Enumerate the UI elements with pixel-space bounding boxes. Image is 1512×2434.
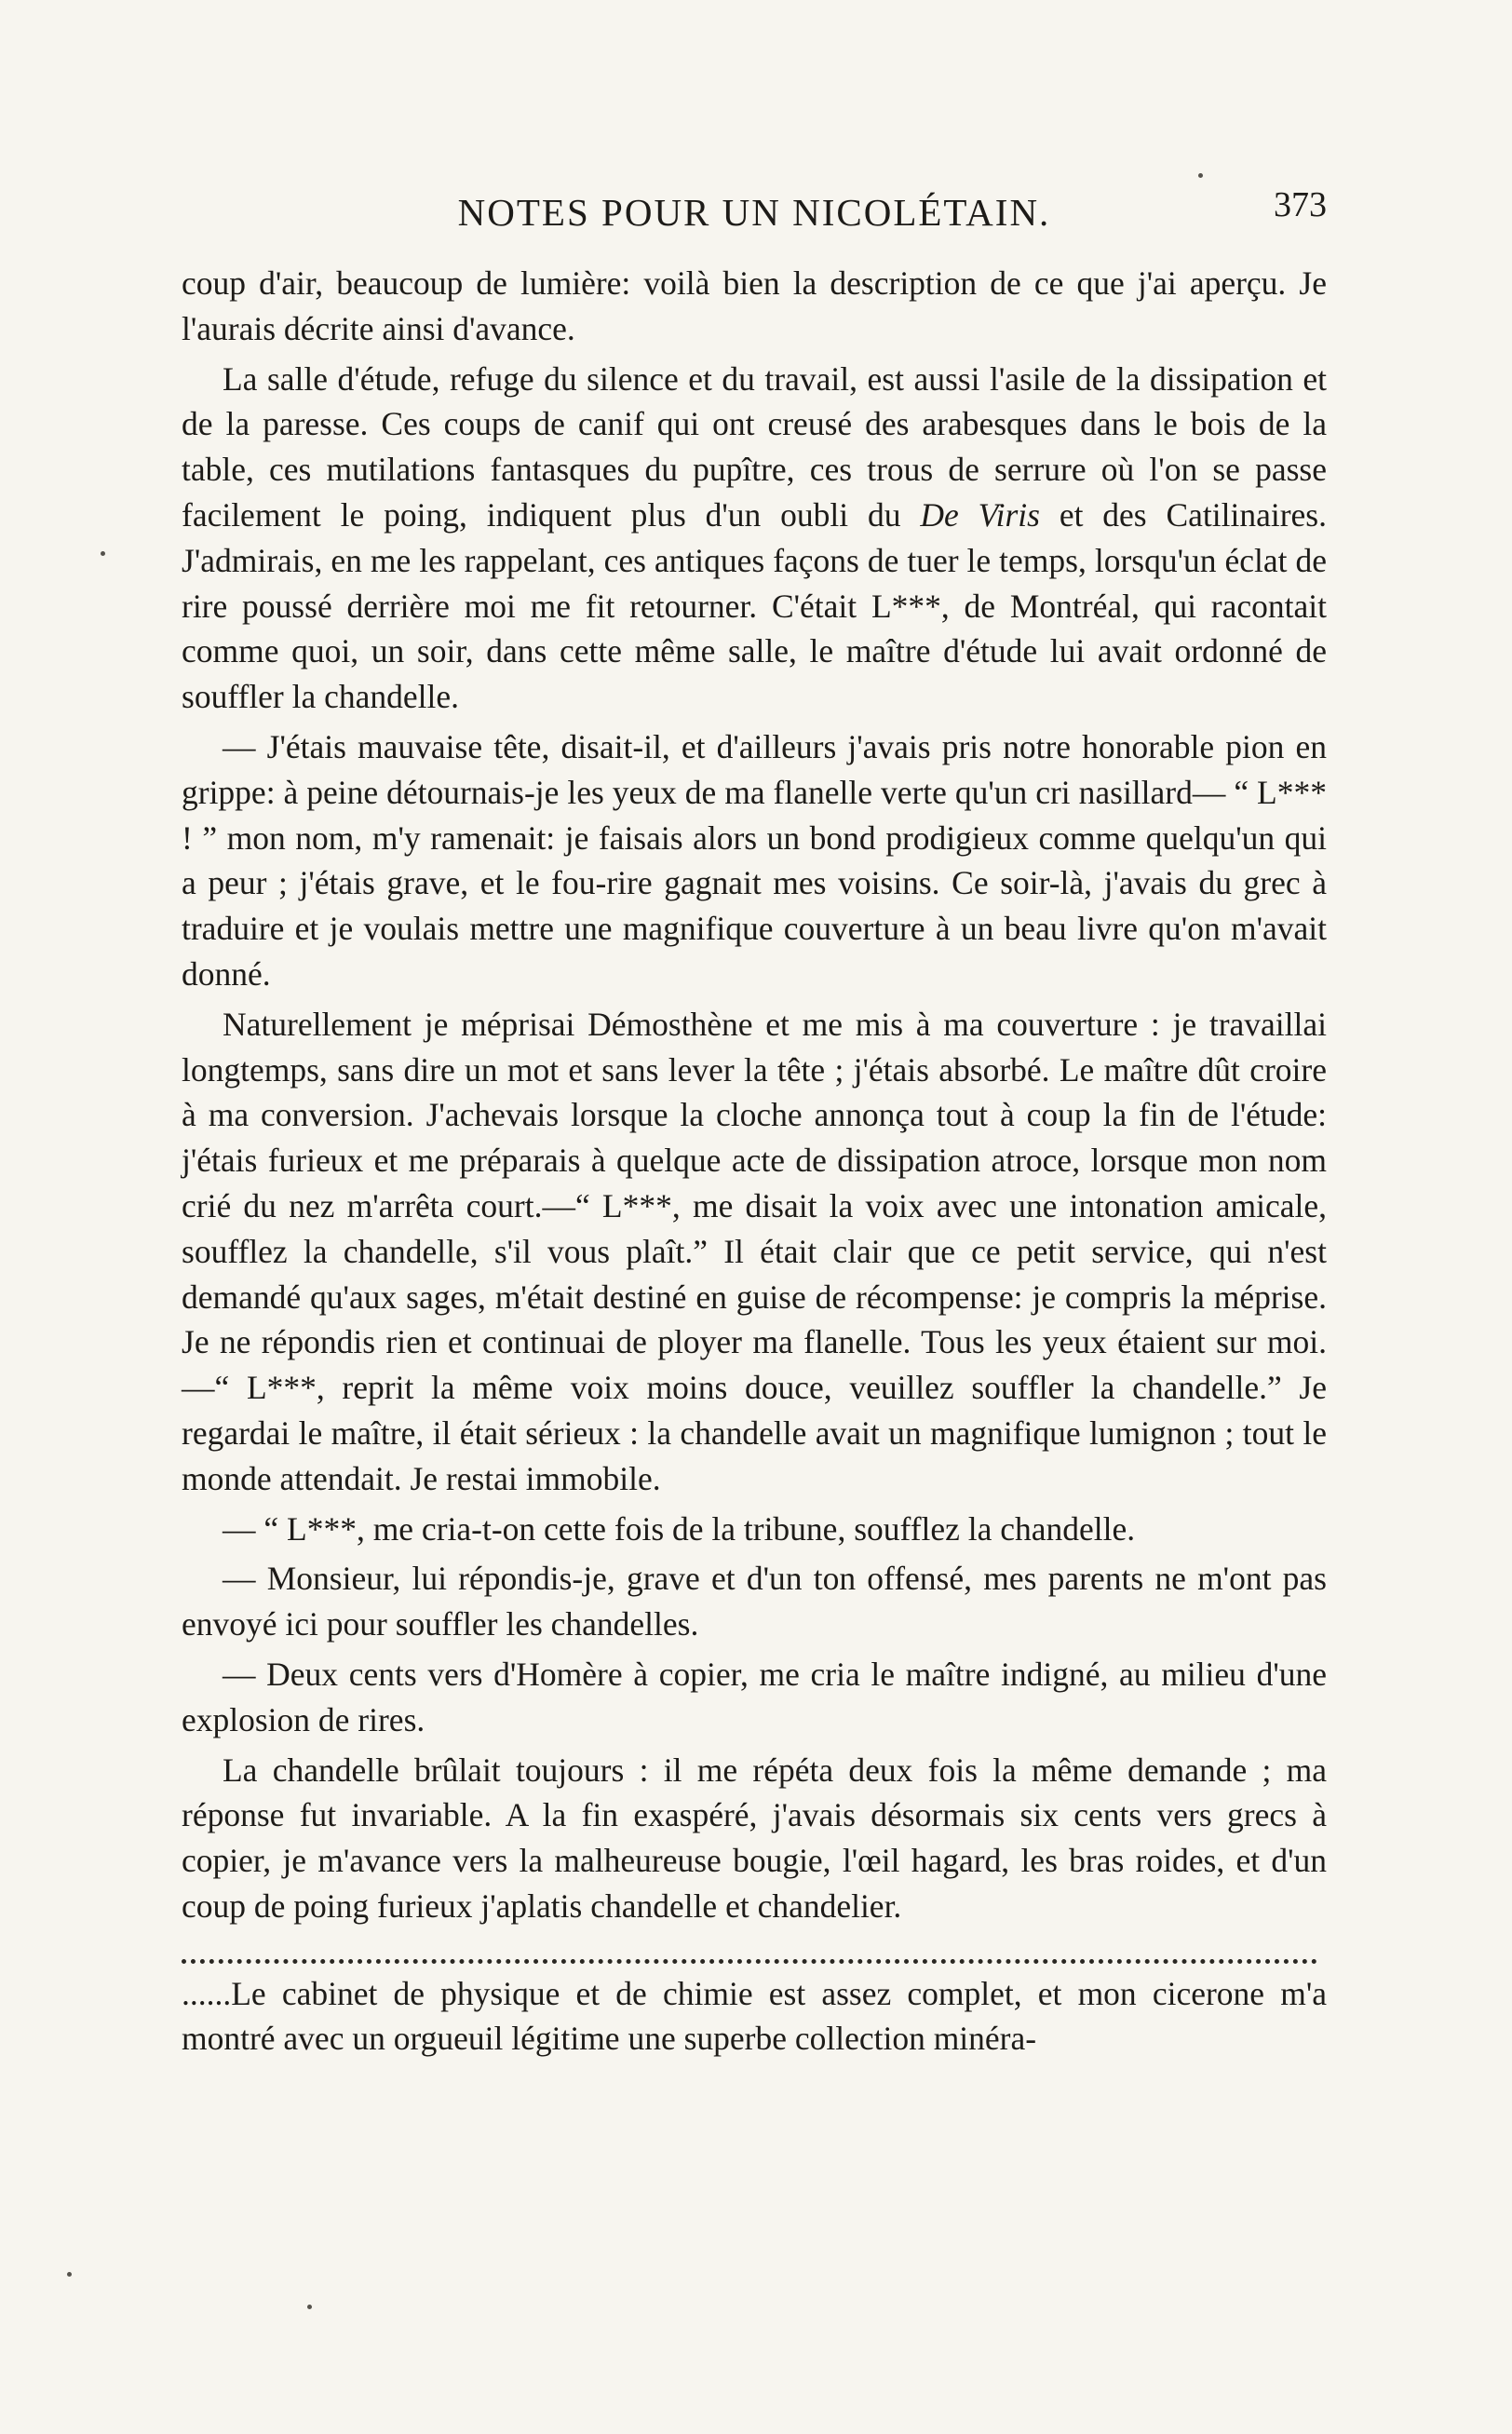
italic-title: De Viris xyxy=(920,495,1040,534)
margin-dot xyxy=(67,2272,72,2277)
paragraph-tribune: — “ L***, me cria-t-on cette fois de la tribune, soufflez la chandelle. xyxy=(223,1509,1136,1548)
paragraph-homere: — Deux cents vers d'Homère à copier, me cria le maître indigné, au milieu d'une explosion de rires. xyxy=(182,1655,1327,1738)
margin-dot xyxy=(307,2305,312,2309)
running-title: NOTES POUR UN NICOLÉTAIN. xyxy=(457,191,1051,234)
running-head xyxy=(182,182,1327,247)
paragraph-text: et des Catilinaires. J'admirais, en me les rappelant, ces antiques façons de tuer le temps, lorsqu'un éclat de rire poussé derrière moi me fit retourner. C'était L***, de Montréal, qui racontait comme quoi, un soir, dans cette même salle, le maître d'étude lui avait ordonné de souffler la chandelle. xyxy=(182,495,1327,716)
page-number: 373 xyxy=(1274,185,1327,224)
margin-dot xyxy=(101,551,105,556)
paragraph-continuation: coup d'air, beaucoup de lumière: voilà bien la description de ce que j'ai aperçu. Je l'aurais décrite ainsi d'avance. xyxy=(182,264,1327,347)
paragraph-salle-etude xyxy=(182,357,1327,720)
body-text xyxy=(182,261,1327,2066)
paragraph-mauvaise-tete: — J'étais mauvaise tête, disait-il, et d'ailleurs j'avais pris notre honorable pion en grippe: à peine détournais-je les yeux de ma flanelle verte qu'un cri nasillard— “ L*** ! ” mon nom, m'y ramenait: je faisais alors un bond prodigieux comme quelqu'un qui a peur ; j'étais grave, et le fou-rire gagnait mes voisins. Ce soir-là, j'avais du grec à traduire et je voulais mettre une magnifique couverture à un beau livre qu'on m'avait donné. xyxy=(182,727,1327,993)
margin-dot xyxy=(1198,173,1203,178)
paragraph-monsieur: — Monsieur, lui répondis-je, grave et d'un ton offensé, mes parents ne m'ont pas envoyé ici pour souffler les chandelles. xyxy=(182,1560,1327,1643)
paragraph-demosthene: Naturellement je méprisai Démosthène et me mis à ma couverture : je travaillai longtemps, sans dire un mot et sans lever la tête ; j'étais absorbé. Le maître dût croire à ma conversion. J'achevais lorsque la cloche annonça tout à coup la fin de l'étude: j'étais furieux et me préparais à quelque acte de dissipation atroce, lorsque mon nom crié du nez m'arrêta court.—“ L***, me disait la voix avec une intonation amicale, soufflez la chandelle, s'il vous plaît.” Il était clair que ce petit service, qui n'est demandé qu'aux sages, m'était destiné en guise de récompense: je compris la méprise. Je ne répondis rien et continuai de ployer ma flanelle. Tous les yeux étaient sur moi.—“ L***, reprit la même voix moins douce, veuillez souffler la chandelle.” Je regardai le maître, il était sérieux : la chandelle avait un magnifique lumignon ; tout le monde attendait. Je restai immobile. xyxy=(182,1005,1327,1497)
dotted-separator xyxy=(182,1954,1317,1964)
paragraph-text: La salle d'étude, refuge du silence et du travail, est aussi l'asile de la dissipation et de la paresse. Ces coups de canif qui ont creusé des arabesques dans le bois de la table, ces mutilations fantasques du pupître, ces trous de serrure où l'on se passe facilement le poing, indiquent plus d'un oubli du xyxy=(182,359,1327,534)
paragraph-cabinet: ......Le cabinet de physique et de chimie est assez complet, et mon cicerone m'a montré avec un orgueuil légitime une superbe collection minéra- xyxy=(182,1974,1327,2058)
paragraph-chandelle: La chandelle brûlait toujours : il me répéta deux fois la même demande ; ma réponse fut invariable. A la fin exaspéré, j'avais désormais six cents vers grecs à copier, je m'avance vers la malheureuse bougie, l'œil hagard, les bras roides, et d'un coup de poing furieux j'aplatis chandelle et chandelier. xyxy=(182,1751,1327,1925)
